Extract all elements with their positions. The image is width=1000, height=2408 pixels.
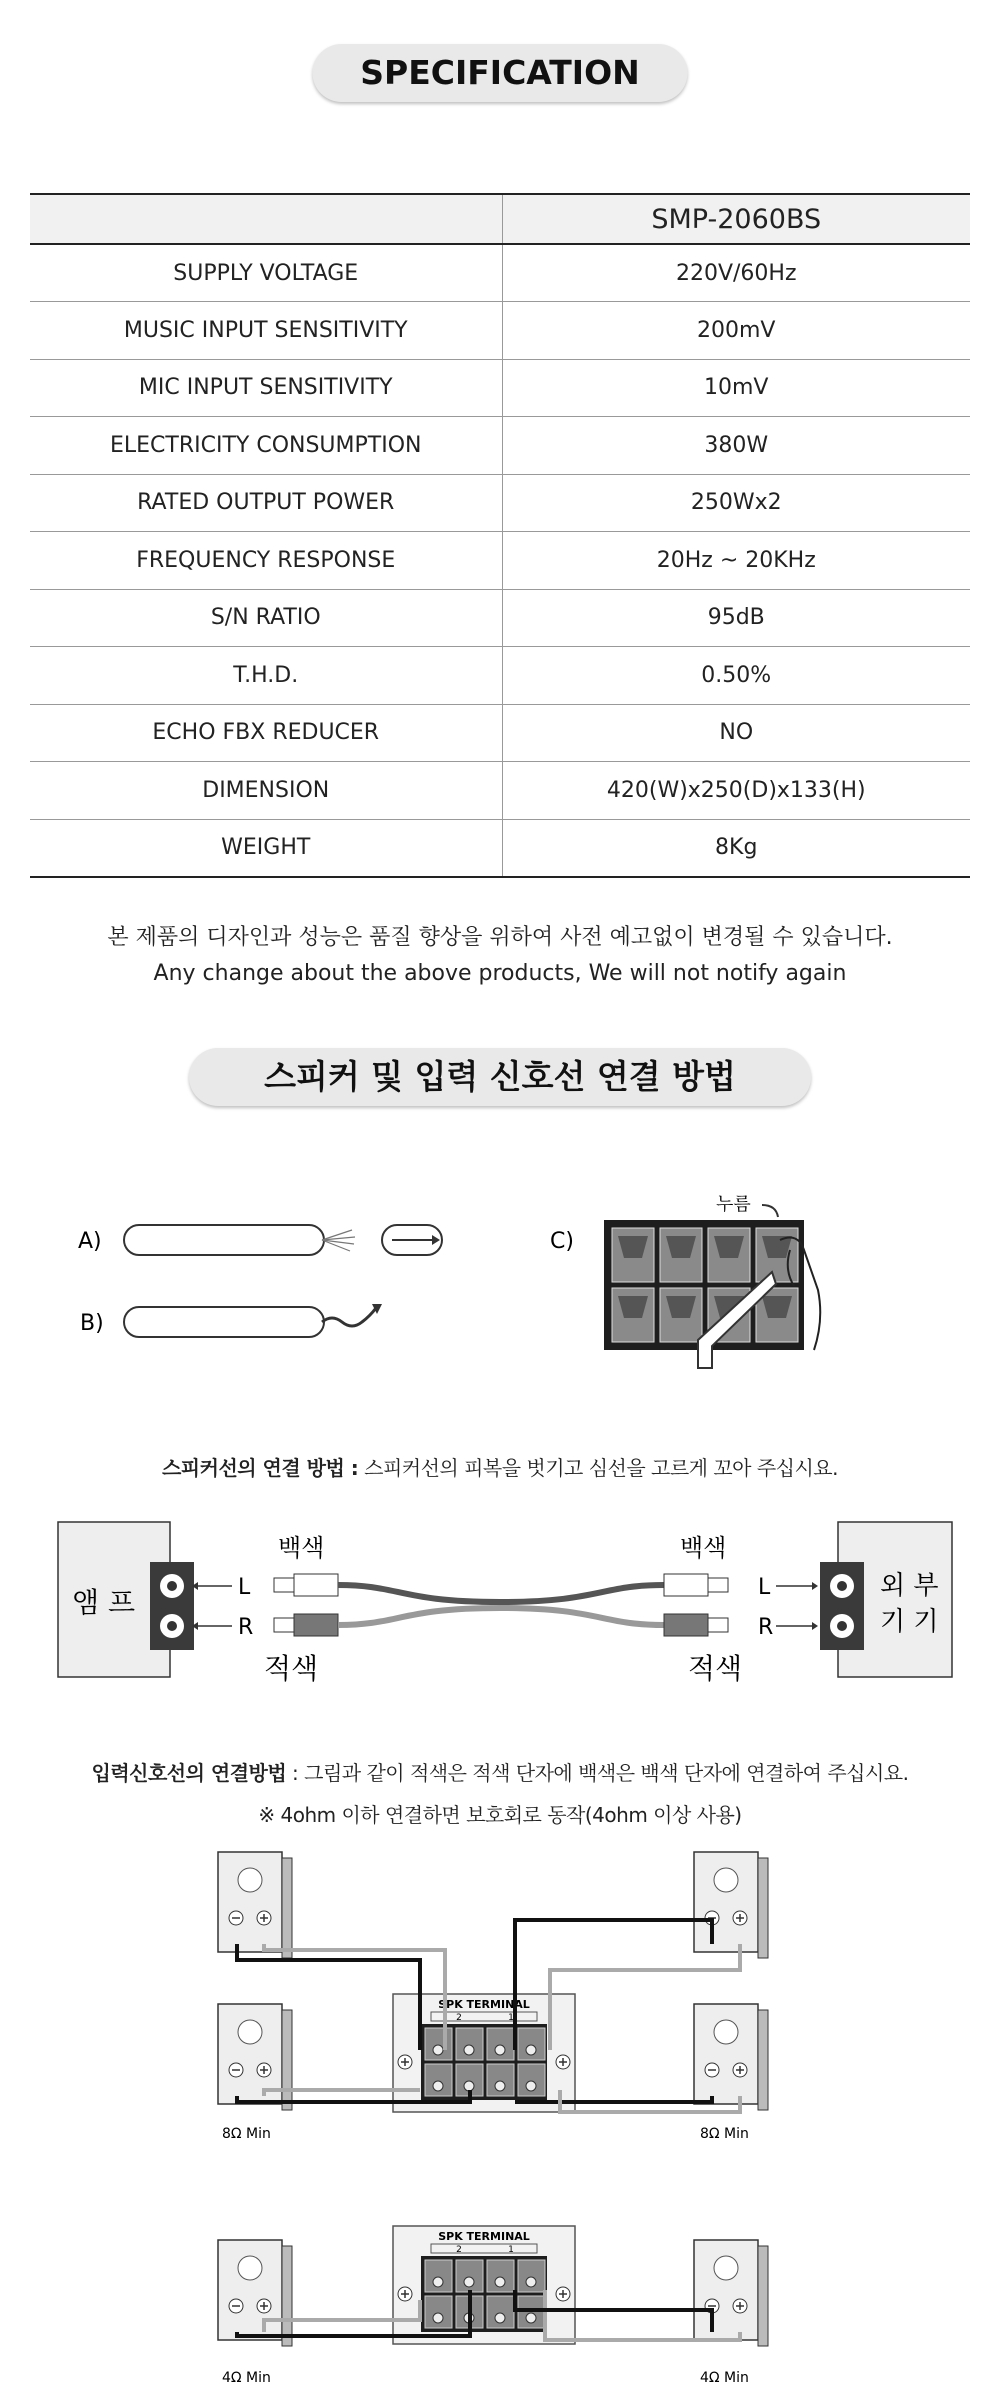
rca-connection-diagram [0,1510,1000,1710]
external-label-1: 외 부 [880,1571,939,1601]
spec-label: MUSIC INPUT SENSITIVITY [30,302,502,360]
spec-model: SMP-2060BS [502,194,970,244]
spec-table [30,193,970,878]
terminal-ch2: 2 [456,2013,462,2023]
spec-row [30,704,970,762]
connection-title: 스피커 및 입력 신호선 연결 방법 [189,1048,811,1106]
spec-label: RATED OUTPUT POWER [30,474,502,532]
spec-row [30,589,970,647]
speaker [694,1852,768,1958]
terminal-label: SPK TERMINAL [438,2230,530,2243]
spec-row [30,819,970,877]
protection-note: ※ 4ohm 이하 연결하면 보호회로 동작(4ohm 이상 사용) [258,1803,742,1827]
amp-left-label: L [238,1575,251,1600]
spec-label: WEIGHT [30,819,502,877]
amp-jack-red-center [167,1621,177,1631]
press-arrow [762,1205,778,1217]
min-4-left: 4Ω Min [222,2370,271,2386]
step-c-label: C) [550,1229,574,1254]
wire-a-insulation [124,1225,324,1255]
spec-label: SUPPLY VOLTAGE [30,244,502,302]
step-b-label: B) [80,1311,104,1336]
spec-label: DIMENSION [30,762,502,820]
spec-header-row [30,194,970,244]
min-4-right: 4Ω Min [700,2370,749,2386]
white-label-left: 백색 [278,1534,325,1562]
spec-value: 0.50% [502,647,970,705]
spec-value: 8Kg [502,819,970,877]
rca-plug-white-left [274,1574,338,1596]
press-label: 누름 [716,1194,751,1215]
spec-label: S/N RATIO [30,589,502,647]
rca-cable-red [338,1608,664,1625]
speaker [694,2240,768,2346]
spec-header-empty [30,194,502,244]
speaker [218,2240,292,2346]
spec-value: 10mV [502,359,970,417]
ext-right-arrowhead [812,1622,818,1630]
wire-steps-illustration [0,1180,1000,1380]
input-caption [0,1757,1000,1786]
ext-left-arrowhead [812,1582,818,1590]
input-caption-bold: 입력신호선의 연결방법 [91,1761,287,1785]
spec-row [30,359,970,417]
terminal-ch2: 2 [456,2245,462,2255]
spec-value: 95dB [502,589,970,647]
spec-row [30,532,970,590]
spec-row [30,474,970,532]
speaker-wire-caption [0,1452,1000,1481]
rca-plug-white-right [664,1574,728,1596]
min-8-right: 8Ω Min [700,2126,749,2142]
red-label-right: 적색 [688,1652,743,1685]
terminal-label: SPK TERMINAL [438,1998,530,2011]
spec-value: 200mV [502,302,970,360]
amp-jack-white-center [167,1581,177,1591]
notice-korean: 본 제품의 디자인과 성능은 품질 향상을 위하여 사전 예고없이 변경될 수 있습니다. [107,925,893,950]
amp-right-label: R [238,1615,254,1640]
wire-b-twisted-strands [322,1308,376,1326]
spec-row [30,647,970,705]
spec-value: 380W [502,417,970,475]
speaker-wire-caption-text: 스피커선의 피복을 벗기고 심선을 고르게 꼬아 주십시요. [358,1456,838,1480]
amp-label: 앰 프 [72,1586,135,1619]
rca-plug-red-right [664,1614,728,1636]
notice-english: Any change about the above products, We will not notify again [153,961,847,986]
spec-row [30,244,970,302]
rca-cable-white [338,1585,664,1602]
ext-jack-white-center [837,1581,847,1591]
spec-value: 420(W)x250(D)x133(H) [502,762,970,820]
terminal-ch1: 1 [508,2245,514,2255]
spec-label: ELECTRICITY CONSUMPTION [30,417,502,475]
spk-terminal [393,2226,575,2344]
speaker [218,1852,292,1958]
ext-jack-red-center [837,1621,847,1631]
spec-value: 20Hz ~ 20KHz [502,532,970,590]
step-a-label: A) [78,1229,102,1254]
input-caption-text: : 그림과 같이 적색은 적색 단자에 백색은 백색 단자에 연결하여 주십시요. [286,1761,909,1785]
terminal-ch1: 1 [508,2013,514,2023]
speaker-terminal-diagram [0,1840,1000,2400]
wire-a-strands [322,1230,355,1251]
ext-left-label: L [758,1575,771,1600]
white-label-right: 백색 [680,1534,727,1562]
min-8-left: 8Ω Min [222,2126,271,2142]
spec-label: FREQUENCY RESPONSE [30,532,502,590]
external-label-2: 기 기 [880,1607,939,1637]
wire-b-insulation [124,1307,324,1337]
spec-row [30,762,970,820]
speaker-wire-caption-bold: 스피커선의 연결 방법 : [161,1456,359,1480]
spec-title: SPECIFICATION [313,44,688,102]
spec-label: ECHO FBX REDUCER [30,704,502,762]
ext-right-label: R [758,1615,774,1640]
rca-plug-red-left [274,1614,338,1636]
red-label-left: 적색 [264,1652,319,1685]
speaker [694,2004,768,2110]
spec-value: 220V/60Hz [502,244,970,302]
spec-label: MIC INPUT SENSITIVITY [30,359,502,417]
speaker [218,2004,292,2110]
spec-value: 250Wx2 [502,474,970,532]
spec-row [30,302,970,360]
spec-value: NO [502,704,970,762]
spec-label: T.H.D. [30,647,502,705]
spec-row [30,417,970,475]
